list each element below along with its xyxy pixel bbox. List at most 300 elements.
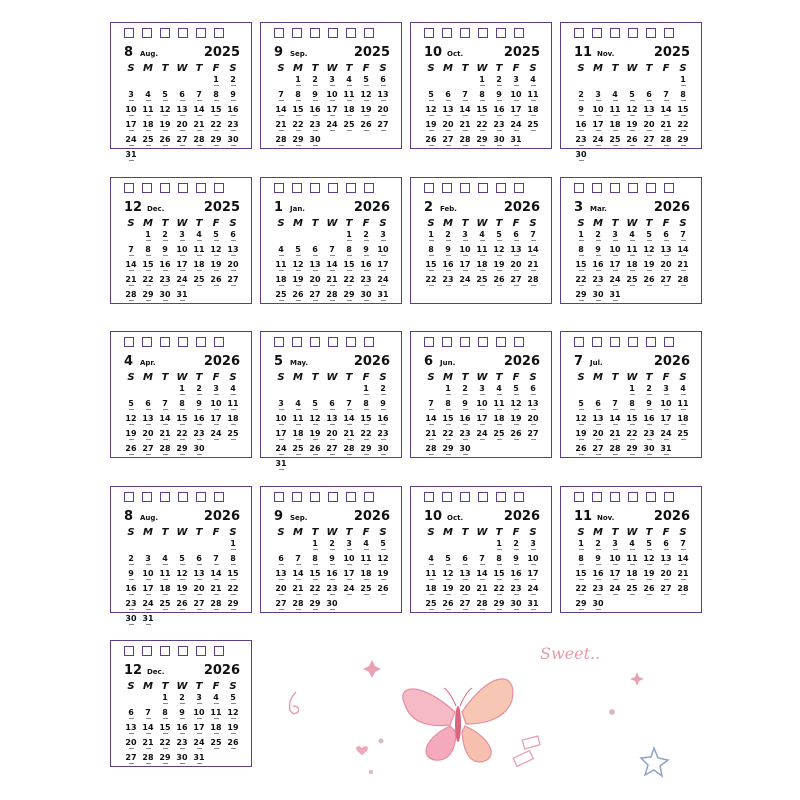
day-cell: 24: [510, 120, 522, 129]
day-cell: 8: [209, 91, 223, 101]
binder-ring: [274, 183, 284, 193]
day-cell: 3: [475, 385, 489, 395]
heart-icon: [356, 746, 368, 755]
day-cell: 24: [527, 584, 539, 593]
day-cell: 28: [609, 444, 621, 453]
day-cell: 29: [360, 444, 372, 453]
day-cell: 20: [527, 414, 539, 423]
binder-rings: [274, 183, 374, 193]
weekday-label: M: [143, 681, 153, 692]
day-cell: 24: [660, 429, 672, 438]
binder-ring: [664, 183, 674, 193]
weekday-label: T: [161, 681, 169, 692]
binder-rings: [424, 28, 524, 38]
binder-ring: [496, 183, 506, 193]
day-cell: 4: [359, 540, 373, 550]
day-cell: 24: [476, 429, 488, 438]
month-year: 2026: [503, 509, 540, 524]
day-cell: 29: [227, 599, 239, 608]
binder-ring: [124, 646, 134, 656]
day-cell: 27: [176, 135, 188, 144]
day-cell: 18: [626, 260, 638, 269]
binder-ring: [160, 337, 170, 347]
day-cell: 19: [176, 584, 188, 593]
binder-ring: [646, 28, 656, 38]
day-cell: 4: [158, 555, 172, 565]
day-cell: 14: [476, 569, 488, 578]
day-cell: 23: [575, 135, 587, 144]
binder-ring: [574, 28, 584, 38]
weekday-label: W: [626, 527, 638, 538]
day-cell: 22: [159, 738, 171, 747]
month-year: 2026: [653, 509, 690, 524]
binder-rings: [124, 646, 224, 656]
day-cell: 22: [360, 429, 372, 438]
binder-ring: [142, 183, 152, 193]
day-cell: 13: [442, 105, 454, 114]
day-cell: 2: [441, 231, 455, 241]
day-cell: 25: [210, 738, 222, 747]
weekday-label: S: [229, 372, 237, 383]
month-number: 5: [274, 354, 284, 369]
day-cell: 5: [124, 400, 138, 410]
day-cell: 13: [326, 414, 338, 423]
day-cell: 5: [509, 385, 523, 395]
day-cell: 27: [227, 275, 239, 284]
day-cell: 15: [292, 105, 304, 114]
day-cell: 3: [526, 540, 540, 550]
binder-ring: [496, 28, 506, 38]
month-name: Jul.: [590, 359, 603, 367]
day-cell: 17: [660, 414, 672, 423]
day-cell: 13: [459, 569, 471, 578]
weekday-label: S: [277, 372, 285, 383]
day-cell: 4: [342, 76, 356, 86]
binder-rings: [574, 337, 674, 347]
binder-ring: [478, 183, 488, 193]
weekday-label: F: [662, 372, 670, 383]
day-cell: 14: [677, 245, 689, 254]
days-grid: [124, 75, 241, 159]
month-card: [560, 22, 702, 159]
binder-ring: [292, 492, 302, 502]
weekday-label: M: [143, 218, 153, 229]
day-cell: 13: [193, 569, 205, 578]
day-cell: 1: [158, 694, 172, 704]
day-cell: 30: [493, 135, 505, 144]
binder-ring: [646, 337, 656, 347]
day-cell: 18: [677, 414, 689, 423]
day-cell: 13: [227, 245, 239, 254]
weekday-label: F: [362, 527, 370, 538]
month-number: 6: [424, 354, 434, 369]
weekday-label: S: [529, 527, 537, 538]
binder-ring: [214, 337, 224, 347]
day-cell: 19: [510, 414, 522, 423]
day-cell: 8: [441, 400, 455, 410]
weekday-label: F: [212, 218, 220, 229]
day-cell: 24: [176, 275, 188, 284]
binder-ring: [592, 28, 602, 38]
day-cell: 14: [677, 554, 689, 563]
month-year: 2026: [653, 200, 690, 215]
weekday-label: F: [212, 527, 220, 538]
day-cell: 1: [625, 385, 639, 395]
weekday-label: W: [326, 63, 338, 74]
day-cell: 5: [441, 555, 455, 565]
day-cell: 24: [125, 135, 137, 144]
binder-ring: [574, 337, 584, 347]
day-cell: 17: [275, 429, 287, 438]
binder-ring: [424, 337, 434, 347]
binder-ring: [610, 28, 620, 38]
day-cell: 24: [609, 584, 621, 593]
weekday-label: T: [345, 372, 353, 383]
weekday-label: S: [127, 218, 135, 229]
month-name: Dec.: [147, 205, 165, 213]
day-cell: 19: [643, 260, 655, 269]
weekday-label: M: [593, 372, 603, 383]
day-cell: 8: [175, 400, 189, 410]
day-cell: 23: [176, 738, 188, 747]
day-cell: 1: [424, 231, 438, 241]
day-cell: 29: [176, 444, 188, 453]
day-cell: 18: [275, 275, 287, 284]
month-header: [274, 509, 390, 525]
day-cell: 22: [442, 429, 454, 438]
day-cell: 1: [676, 76, 690, 86]
day-cell: 4: [526, 76, 540, 86]
weekday-label: S: [127, 527, 135, 538]
month-header: [424, 509, 540, 525]
day-cell: 28: [193, 135, 205, 144]
weekday-label: M: [143, 527, 153, 538]
month-year: 2026: [503, 200, 540, 215]
day-cell: 29: [442, 444, 454, 453]
day-cell: 29: [575, 599, 587, 608]
day-cell: 30: [592, 599, 604, 608]
day-cell: 15: [442, 414, 454, 423]
weekday-label: S: [427, 527, 435, 538]
sparkle-icon: [363, 660, 381, 678]
day-cell: 4: [226, 385, 240, 395]
day-cell: 20: [660, 569, 672, 578]
binder-ring: [274, 492, 284, 502]
binder-ring: [496, 337, 506, 347]
month-header: [274, 354, 390, 370]
binder-ring: [364, 28, 374, 38]
weekday-label: F: [212, 681, 220, 692]
binder-ring: [610, 337, 620, 347]
day-cell: 31: [527, 599, 539, 608]
month-card: [410, 177, 552, 304]
day-cell: 30: [159, 290, 171, 299]
month-number: 9: [274, 45, 284, 60]
day-cell: 7: [158, 400, 172, 410]
day-cell: 26: [377, 584, 389, 593]
day-cell: 10: [343, 554, 355, 563]
day-cell: 15: [227, 569, 239, 578]
binder-ring: [178, 492, 188, 502]
weekday-label: F: [362, 63, 370, 74]
day-cell: 28: [275, 135, 287, 144]
day-cell: 20: [227, 260, 239, 269]
day-cell: 13: [275, 569, 287, 578]
day-cell: 24: [326, 120, 338, 129]
binder-rings: [274, 337, 374, 347]
weekday-label: S: [427, 218, 435, 229]
day-cell: 14: [159, 414, 171, 423]
day-cell: 17: [459, 260, 471, 269]
day-cell: 16: [227, 105, 239, 114]
binder-ring: [124, 183, 134, 193]
day-cell: 3: [192, 694, 206, 704]
day-cell: 11: [292, 414, 304, 423]
star-icon: [641, 748, 668, 776]
day-cell: 10: [592, 105, 604, 114]
day-cell: 31: [193, 753, 205, 762]
binder-ring: [214, 183, 224, 193]
day-cell: 5: [175, 555, 189, 565]
day-cell: 24: [210, 429, 222, 438]
day-cell: 3: [608, 231, 622, 241]
day-cell: 19: [159, 120, 171, 129]
day-cell: 9: [359, 246, 373, 256]
day-cell: 2: [509, 540, 523, 550]
binder-rings: [424, 183, 524, 193]
binder-ring: [196, 337, 206, 347]
day-cell: 21: [425, 429, 437, 438]
day-cell: 18: [159, 584, 171, 593]
binder-ring: [310, 183, 320, 193]
day-cell: 23: [377, 429, 389, 438]
day-cell: 9: [325, 555, 339, 565]
day-cell: 7: [458, 91, 472, 101]
day-cell: 22: [142, 275, 154, 284]
month-number: 10: [424, 45, 443, 60]
day-cell: 10: [125, 105, 137, 114]
day-cell: 28: [343, 444, 355, 453]
weekday-label: S: [277, 63, 285, 74]
day-cell: 27: [592, 444, 604, 453]
day-cell: 29: [476, 135, 488, 144]
weekday-label: T: [195, 218, 203, 229]
binder-ring: [274, 337, 284, 347]
day-cell: 12: [176, 569, 188, 578]
weekday-label: S: [679, 372, 687, 383]
day-cell: 10: [609, 245, 621, 254]
day-cell: 29: [159, 753, 171, 762]
month-header: [124, 354, 240, 370]
day-cell: 29: [626, 444, 638, 453]
days-grid: [424, 385, 541, 459]
weekday-label: W: [176, 63, 188, 74]
month-number: 12: [124, 200, 143, 215]
day-cell: 11: [193, 245, 205, 254]
month-card: [410, 331, 552, 458]
day-cell: 6: [659, 231, 673, 241]
day-cell: 26: [309, 444, 321, 453]
day-cell: 28: [677, 275, 689, 284]
day-cell: 6: [659, 540, 673, 550]
weekday-label: S: [529, 63, 537, 74]
day-cell: 11: [609, 105, 621, 114]
binder-ring: [346, 337, 356, 347]
binder-rings: [124, 183, 224, 193]
day-cell: 3: [342, 540, 356, 550]
day-cell: 21: [292, 584, 304, 593]
day-cell: 16: [643, 414, 655, 423]
binder-ring: [124, 337, 134, 347]
day-cell: 3: [274, 400, 288, 410]
day-cell: 1: [209, 76, 223, 86]
day-cell: 26: [643, 584, 655, 593]
weekday-label: S: [679, 218, 687, 229]
binder-ring: [328, 492, 338, 502]
month-number: 12: [124, 663, 143, 678]
binder-ring: [214, 646, 224, 656]
day-cell: 5: [291, 246, 305, 256]
day-cell: 25: [227, 429, 239, 438]
day-cell: 15: [575, 260, 587, 269]
binder-ring: [460, 337, 470, 347]
binder-ring: [628, 492, 638, 502]
month-header: [124, 663, 240, 679]
weekday-label: T: [195, 372, 203, 383]
day-cell: 13: [377, 90, 389, 99]
day-cell: 8: [625, 400, 639, 410]
binder-ring: [346, 28, 356, 38]
day-cell: 16: [360, 260, 372, 269]
weekday-row: [574, 63, 691, 75]
binder-ring: [124, 28, 134, 38]
day-cell: 11: [343, 90, 355, 99]
day-cell: 9: [642, 400, 656, 410]
day-cell: 2: [492, 76, 506, 86]
day-cell: 22: [575, 584, 587, 593]
day-cell: 27: [377, 120, 389, 129]
day-cell: 10: [142, 569, 154, 578]
binder-rings: [124, 28, 224, 38]
month-name: Jun.: [440, 359, 456, 367]
day-cell: 19: [575, 429, 587, 438]
day-cell: 23: [309, 120, 321, 129]
weekday-label: S: [229, 218, 237, 229]
day-cell: 14: [125, 260, 137, 269]
day-cell: 12: [125, 414, 137, 423]
day-cell: 2: [574, 91, 588, 101]
weekday-label: S: [427, 63, 435, 74]
day-cell: 2: [359, 231, 373, 241]
weekday-row: [424, 372, 541, 384]
day-cell: 1: [141, 231, 155, 241]
day-cell: 6: [274, 555, 288, 565]
day-cell: 3: [509, 76, 523, 86]
binder-ring: [514, 183, 524, 193]
day-cell: 24: [142, 599, 154, 608]
weekday-label: W: [176, 527, 188, 538]
day-cell: 13: [176, 105, 188, 114]
day-cell: 25: [493, 429, 505, 438]
weekday-label: W: [326, 218, 338, 229]
month-year: 2025: [203, 45, 240, 60]
binder-ring: [310, 28, 320, 38]
day-cell: 6: [591, 400, 605, 410]
day-cell: 10: [326, 90, 338, 99]
day-cell: 21: [275, 120, 287, 129]
day-cell: 15: [575, 569, 587, 578]
day-cell: 26: [643, 275, 655, 284]
weekday-label: T: [161, 527, 169, 538]
day-cell: 27: [442, 135, 454, 144]
day-cell: 2: [308, 76, 322, 86]
day-cell: 24: [592, 135, 604, 144]
day-cell: 25: [527, 120, 539, 129]
day-cell: 6: [642, 91, 656, 101]
day-cell: 24: [275, 444, 287, 453]
day-cell: 26: [227, 738, 239, 747]
day-cell: 22: [292, 120, 304, 129]
day-cell: 7: [676, 231, 690, 241]
day-cell: 16: [125, 584, 137, 593]
day-cell: 18: [360, 569, 372, 578]
day-cell: 15: [493, 569, 505, 578]
weekday-label: F: [362, 372, 370, 383]
month-number: 4: [124, 354, 134, 369]
day-cell: 2: [376, 385, 390, 395]
binder-ring: [142, 492, 152, 502]
weekday-label: M: [293, 63, 303, 74]
weekday-label: W: [476, 372, 488, 383]
day-cell: 12: [159, 105, 171, 114]
weekday-label: S: [379, 372, 387, 383]
day-cell: 22: [210, 120, 222, 129]
binder-ring: [142, 646, 152, 656]
day-cell: 3: [325, 76, 339, 86]
month-header: [574, 509, 690, 525]
day-cell: 30: [643, 444, 655, 453]
day-cell: 23: [510, 584, 522, 593]
day-cell: 23: [326, 584, 338, 593]
day-cell: 28: [527, 275, 539, 284]
month-name: Aug.: [140, 50, 159, 58]
day-cell: 9: [308, 91, 322, 101]
weekday-label: T: [345, 218, 353, 229]
day-cell: 17: [609, 569, 621, 578]
days-grid: [574, 231, 691, 305]
day-cell: 9: [158, 246, 172, 256]
weekday-label: W: [626, 372, 638, 383]
days-grid: [424, 540, 541, 614]
binder-ring: [364, 492, 374, 502]
day-cell: 5: [376, 540, 390, 550]
day-cell: 11: [425, 569, 437, 578]
weekday-row: [124, 63, 241, 75]
binder-ring: [460, 183, 470, 193]
month-card: [260, 331, 402, 468]
binder-rings: [574, 183, 674, 193]
binder-rings: [124, 337, 224, 347]
day-cell: 29: [575, 290, 587, 299]
month-year: 2025: [353, 45, 390, 60]
weekday-label: M: [443, 527, 453, 538]
days-grid: [424, 231, 541, 305]
day-cell: 14: [326, 260, 338, 269]
binder-ring: [364, 183, 374, 193]
day-cell: 23: [360, 275, 372, 284]
day-cell: 28: [660, 135, 672, 144]
day-cell: 28: [326, 290, 338, 299]
